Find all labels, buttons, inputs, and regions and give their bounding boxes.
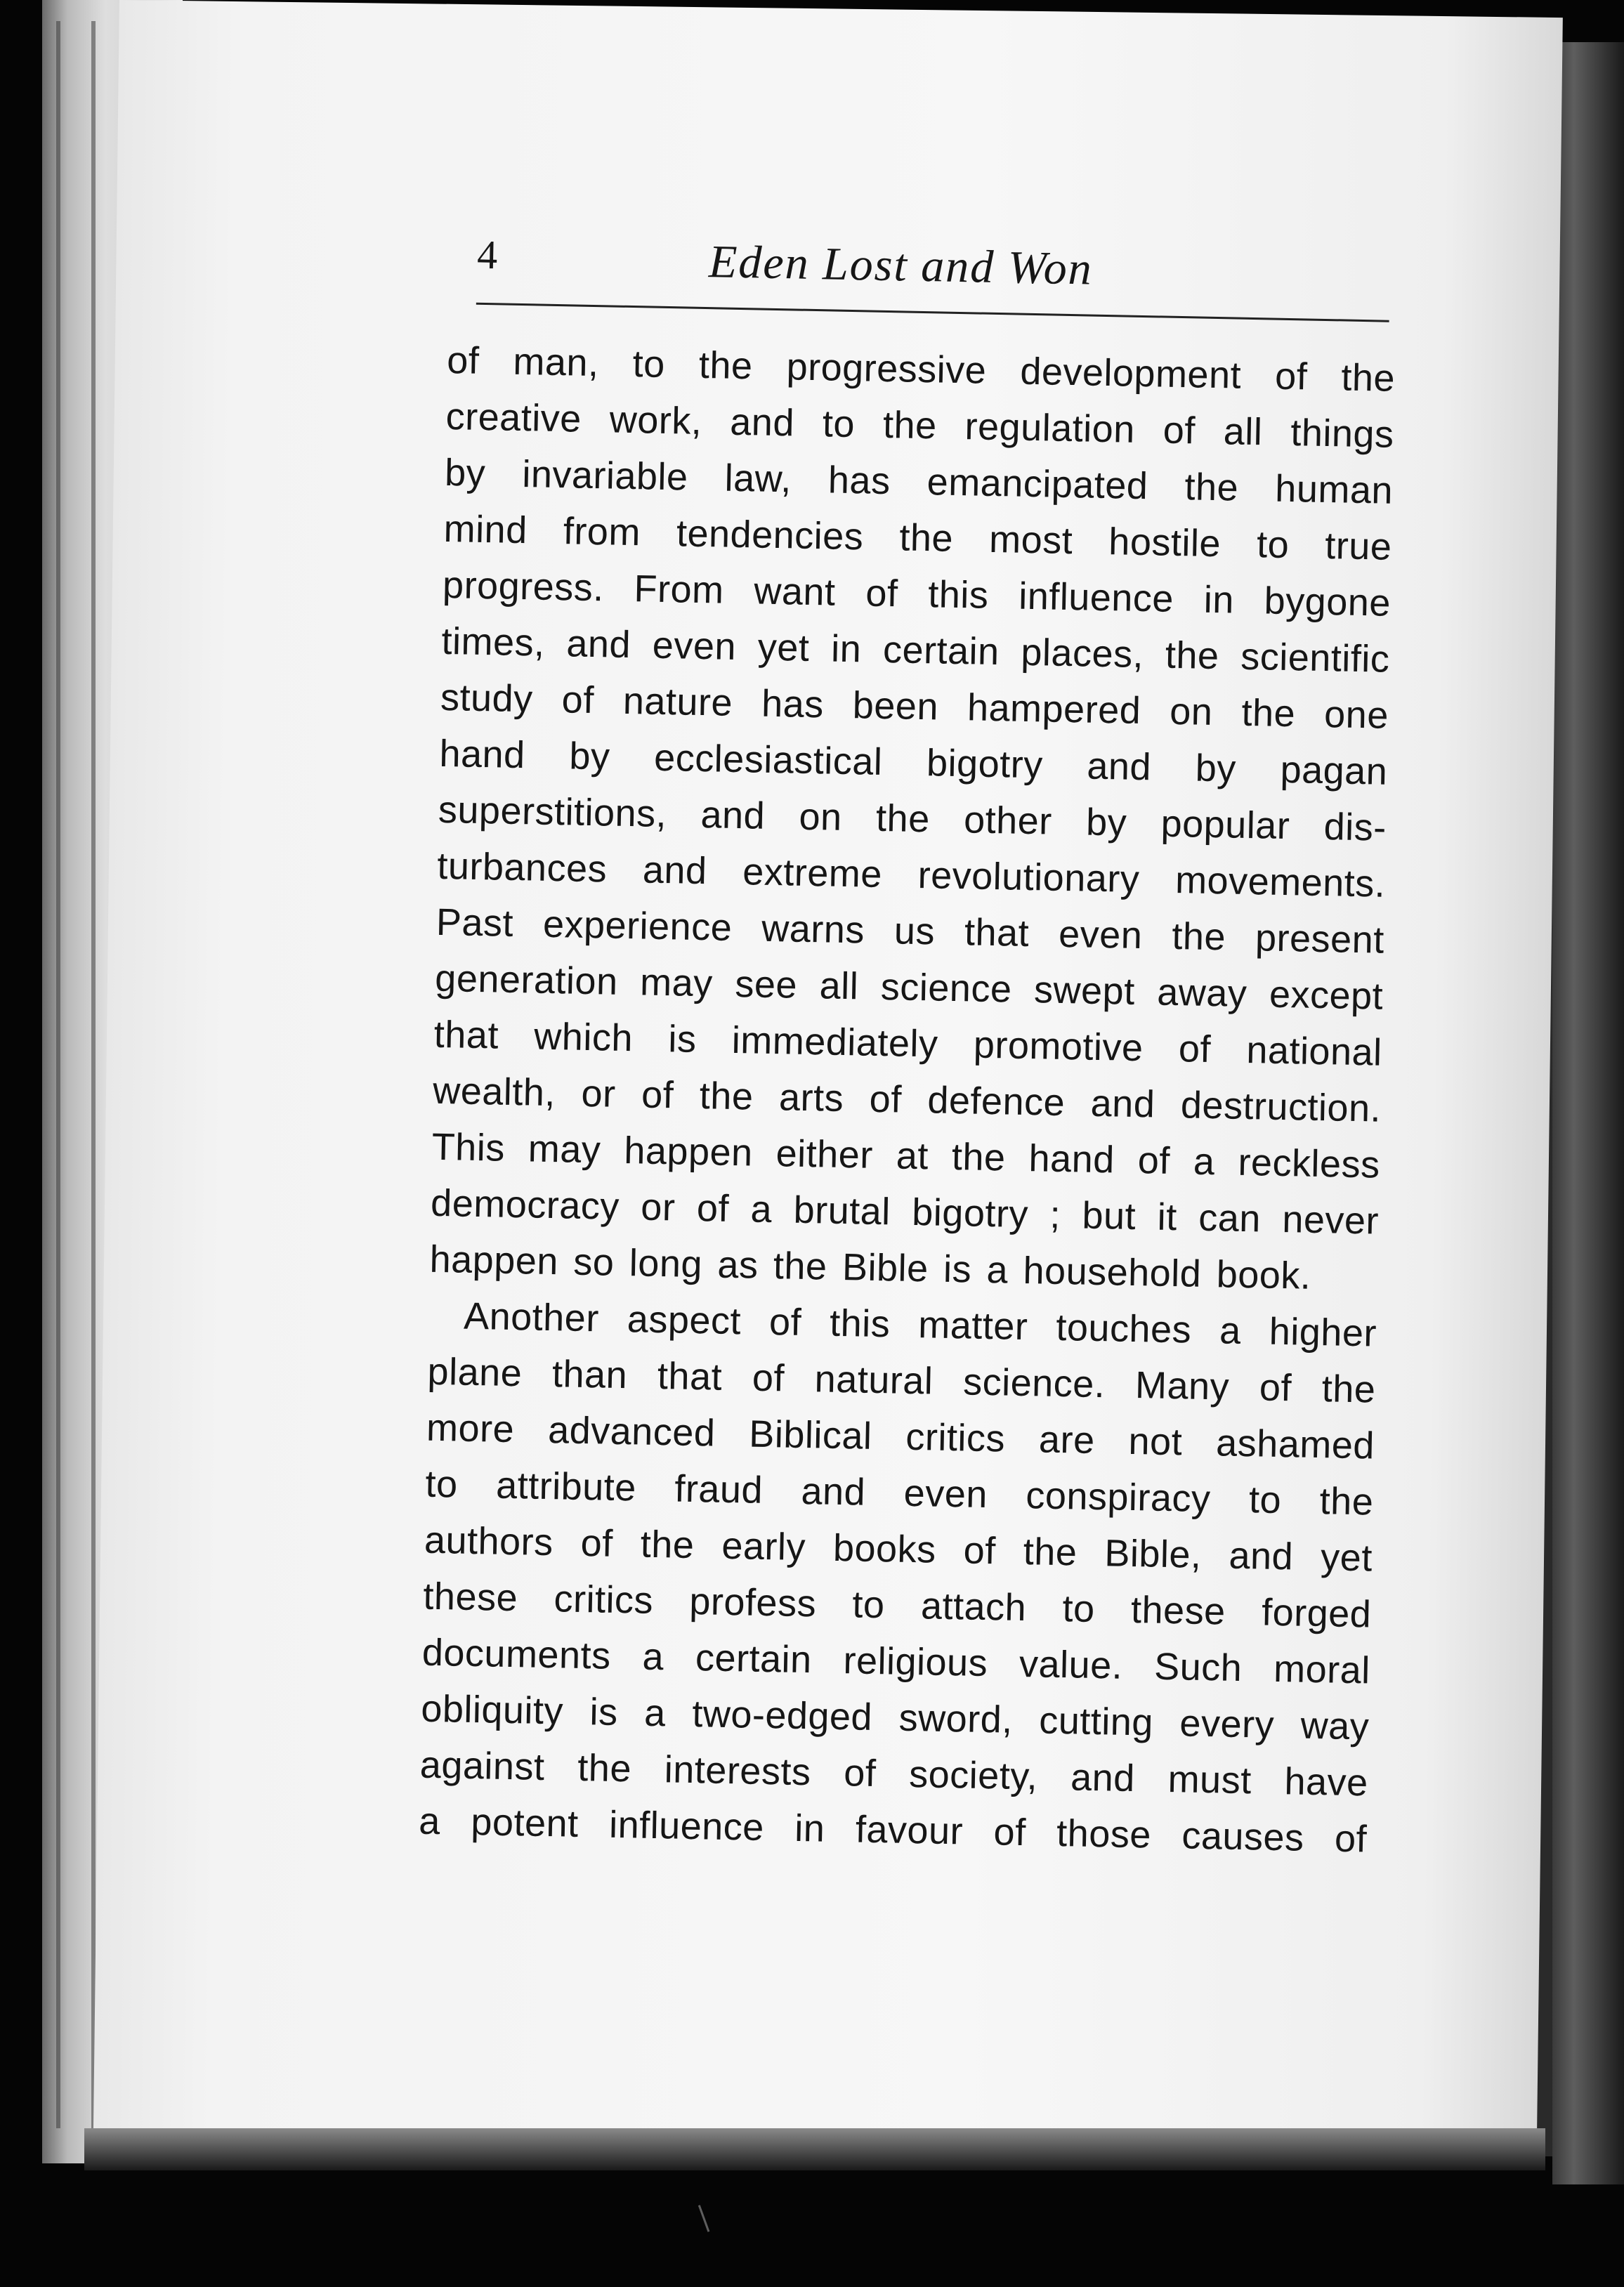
text-line: more advanced Biblical critics are not ashamed xyxy=(426,1406,1375,1467)
text-line: of man, to the progressive development of the xyxy=(446,339,1396,400)
text-line: a potent influence in favour of those causes of xyxy=(418,1800,1368,1861)
book-cover-right xyxy=(1552,42,1624,2184)
text-line: obliquity is a two-edged sword, cutting every way xyxy=(420,1687,1370,1748)
paragraph xyxy=(419,1287,1377,1868)
text-line: these critics profess to attach to these forged xyxy=(422,1575,1372,1636)
running-head xyxy=(476,225,1391,322)
edge-line xyxy=(91,21,96,2128)
text-line: hand by ecclesiastical bigotry and by pagan xyxy=(438,732,1388,793)
paragraph xyxy=(429,332,1396,1306)
text-line: turbances and extreme revolutionary movements. xyxy=(436,844,1386,905)
text-line: creative work, and to the regulation of all things xyxy=(445,395,1395,456)
page-bottom-shadow xyxy=(84,2128,1545,2170)
text-line: study of nature has been hampered on the one xyxy=(440,676,1389,737)
text-line: against the interests of society, and must have xyxy=(419,1743,1369,1804)
text-line: mind from tendencies the most hostile to true xyxy=(443,507,1393,568)
edge-line xyxy=(56,21,60,2128)
text-line: documents a certain religious value. Such moral xyxy=(421,1631,1371,1692)
text-line: superstitions, and on the other by popular dis- xyxy=(438,788,1387,849)
body-text xyxy=(419,332,1396,1868)
text-line: to attribute fraud and even conspiracy to the xyxy=(425,1462,1374,1523)
text-line: by invariable law, has emancipated the human xyxy=(444,451,1394,512)
text-line: Past experience warns us that even the present xyxy=(436,900,1385,962)
text-line: plane than that of natural science. Many of the xyxy=(427,1350,1376,1411)
text-line: This may happen either at the hand of a reckless xyxy=(431,1125,1381,1186)
text-block xyxy=(419,225,1398,1867)
text-line: progress. From want of this influence in bygone xyxy=(442,563,1391,624)
text-line: authors of the early books of the Bible, and yet xyxy=(424,1519,1373,1580)
text-line: wealth, or of the arts of defence and destruction. xyxy=(432,1069,1382,1130)
text-line: generation may see all science swept away except xyxy=(434,957,1384,1018)
running-title: Eden Lost and Won xyxy=(708,236,1094,295)
text-line: democracy or of a brutal bigotry ; but it can never xyxy=(430,1181,1380,1243)
text-line: Another aspect of this matter touches a higher xyxy=(463,1295,1377,1355)
text-line: happen so long as the Bible is a household book. xyxy=(429,1238,1311,1297)
text-line: that which is immediately promotive of national xyxy=(433,1013,1383,1074)
page-number: 4 xyxy=(476,231,498,278)
text-line: times, and even yet in certain places, the scientific xyxy=(441,620,1390,681)
